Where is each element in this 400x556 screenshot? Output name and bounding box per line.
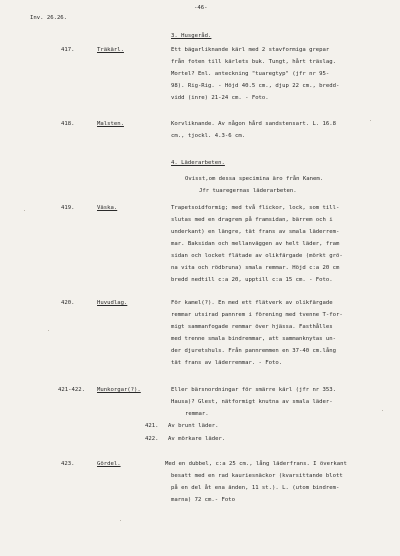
entry-line: Trapetsoidformig; med två flickor, lock, som till- (171, 205, 340, 211)
entry-line: marna) 72 cm.- Foto (171, 497, 235, 503)
entry-number: 417. (61, 47, 75, 53)
entry-line: Eller bärsnordningar för smärre kärl (jfr nr 353. (171, 387, 337, 393)
entry-line: migt sammanfogade remmar över hjässa. Fasthålles (171, 324, 333, 330)
entry-line: besatt med en rad kauriesnäckor (kvarsittande blott (171, 473, 343, 479)
entry-line: på en del åt ena änden, 11 st.). L. (utom bindrem- (171, 485, 340, 491)
entry-number: 420. (61, 300, 75, 306)
entry-name: Träkärl. (97, 47, 124, 53)
entry-number: 423. (61, 461, 75, 467)
entry-line: cm., tjockl. 4.3-6 cm. (171, 133, 246, 139)
entry-line: Ett bägarliknande kärl med 2 stavformiga grepar (171, 47, 330, 53)
entry-line: underkant) en längre, tät frans av smala läderrem- (171, 229, 340, 235)
entry-name: Huvudlag. (97, 300, 128, 306)
paper-speck (120, 520, 121, 521)
entry-name: Gördel. (97, 461, 121, 467)
sub-entry-number: 422. (145, 436, 159, 442)
entry-line: Hausa)? Glest, nätformigt knutna av smala läder- (171, 399, 333, 405)
entry-line: Korvliknande. Av någon hård sandstensart. L. 16.8 (171, 121, 337, 127)
entry-line: från foten till kärlets buk. Tungt, hårt träslag. (171, 59, 337, 65)
paper-speck (24, 210, 25, 211)
entry-line: der djuretshuls. Från pannremmen en 37-40 cm.lång (171, 348, 337, 354)
entry-line: vidd (inre) 21-24 cm. - Foto. (171, 95, 269, 101)
entry-line: tät frans av läderremmar. - Foto. (171, 360, 283, 366)
entry-line: 98). Rig-Rig. - Höjd 40.5 cm., djup 22 cm., bredd- (171, 83, 340, 89)
sub-entry-number: 421. (145, 423, 159, 429)
entry-line: Mortel? Enl. anteckning "tuaregtyp" (jfr nr 95- (171, 71, 330, 77)
entry-name: Väska. (97, 205, 118, 211)
entry-line: mar. Baksidan och mellanväggen av helt läder, fram (171, 241, 340, 247)
section-4-intro-line: Ovisst,om dessa specimina äro från Kanem. (185, 176, 324, 182)
entry-name: Malsten. (97, 121, 124, 127)
paper-speck (382, 410, 383, 411)
entry-line: bredd nedtill c:a 20, upptill c:a 15 cm. - Foto. (171, 277, 333, 283)
entry-line: remmar. (185, 411, 209, 417)
entry-number: 419. (61, 205, 75, 211)
page-number: -46- (194, 5, 208, 11)
inventory-number: Inv. 26.26. (30, 15, 68, 21)
entry-line: sidan och locket flätade av olikfärgade (mörkt grö- (171, 253, 343, 259)
entry-line: na vita och rödbruna) smala remmar. Höjd c:a 20 cm (171, 265, 340, 271)
section-4-intro-line: Jfr tuaregernas läderarbeten. (199, 188, 297, 194)
entry-line: För kamel(?). En med ett flätverk av olikfärgade (171, 300, 333, 306)
entry-line: med trenne smala bindremmar, att sammanknytas un- (171, 336, 337, 342)
entry-line: slutas med en dragrem på framsidan, bärrem och i (171, 217, 333, 223)
section-4-title: 4. Läderarbeten. (171, 160, 225, 166)
paper-speck (370, 120, 371, 121)
section-3-title: 3. Husgeråd. (171, 33, 212, 39)
entry-line: Med en dubbel, c:a 25 cm., lång läderfrans. I överkant (165, 461, 347, 467)
sub-entry-text: Av mörkare läder. (168, 436, 226, 442)
paper-speck (48, 330, 49, 331)
entry-name: Munkorgar(?). (97, 387, 141, 393)
entry-number: 418. (61, 121, 75, 127)
sub-entry-text: Av brunt läder. (168, 423, 219, 429)
entry-number: 421-422. (58, 387, 85, 393)
entry-line: remmar utsirad pannrem i förening med tvenne T-for- (171, 312, 343, 318)
